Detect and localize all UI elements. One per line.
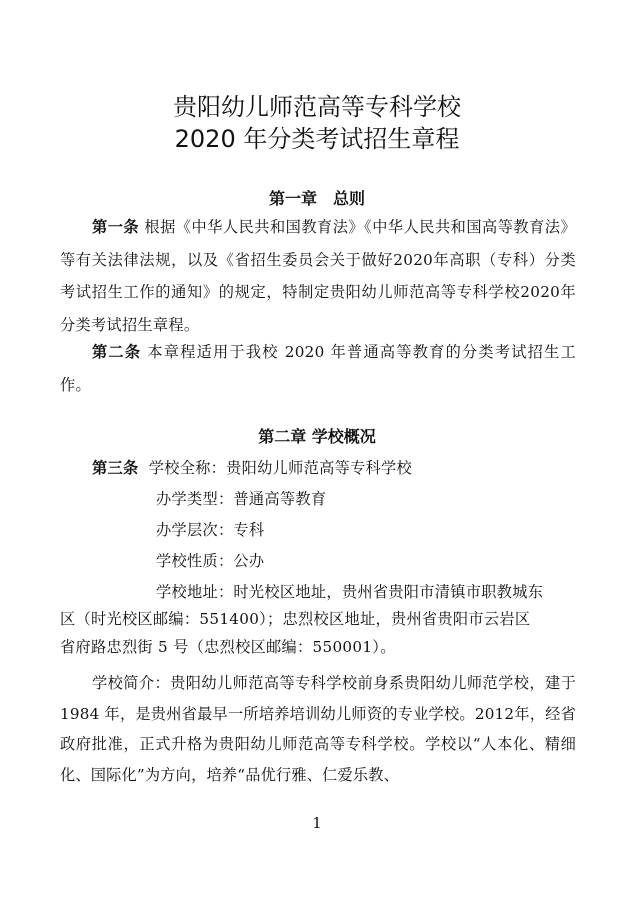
article3-type: 办学类型：普通高等教育 — [156, 490, 327, 508]
article3-address-line1: 学校地址：时光校区地址，贵州省贵阳市清镇市职教城东 — [156, 583, 544, 601]
school-intro: 学校简介：贵阳幼儿师范高等专科学校前身系贵阳幼儿师范学校，建于 1984 年，是贵州省最早一所培养培训幼儿师资的专业学校。2012年，经省政府批准，正式升格为贵阳幼儿师范高等专科学校。学校以“人本化、精细化、国际化”为方向，培养“品优行雅、仁爱乐教、 — [60, 674, 576, 784]
article3-level: 办学层次：专科 — [156, 521, 265, 539]
article1-label: 第一条 — [92, 218, 140, 236]
article3-address-line2: 区（时光校区邮编：551400）；忠烈校区地址，贵州省贵阳市云岩区 — [60, 610, 531, 628]
article3-full-name: 学校全称：贵阳幼儿师范高等专科学校 — [148, 459, 413, 477]
article1-text: 根据《中华人民共和国教育法》《中华人民共和国高等教育法》等有关法律法规，以及《省招生委员会关于做好2020年高职（专科）分类考试招生工作的通知》的规定，特制定贵阳幼儿师范高等专科学校2020年分类考试招生章程。 — [60, 218, 576, 334]
article3 — [60, 452, 576, 485]
article3-address-line3: 省府路忠烈街 5 号（忠烈校区邮编：550001）。 — [60, 638, 396, 656]
chapter2-heading: 第二章 学校概况 — [258, 427, 376, 446]
page-number: 1 — [312, 814, 322, 832]
article2 — [60, 336, 576, 401]
chapter1-heading: 第一章 总则 — [268, 189, 365, 208]
document-title-line1: 贵阳幼儿师范高等专科学校 — [173, 93, 461, 121]
article1 — [60, 211, 576, 341]
article3-nature: 学校性质：公办 — [156, 552, 265, 570]
article2-label: 第二条 — [92, 343, 142, 361]
article2-text: 本章程适用于我校 2020 年普通高等教育的分类考试招生工作。 — [60, 343, 576, 394]
document-title-line2: 2020 年分类考试招生章程 — [174, 125, 460, 153]
article3-label: 第三条 — [92, 459, 139, 477]
